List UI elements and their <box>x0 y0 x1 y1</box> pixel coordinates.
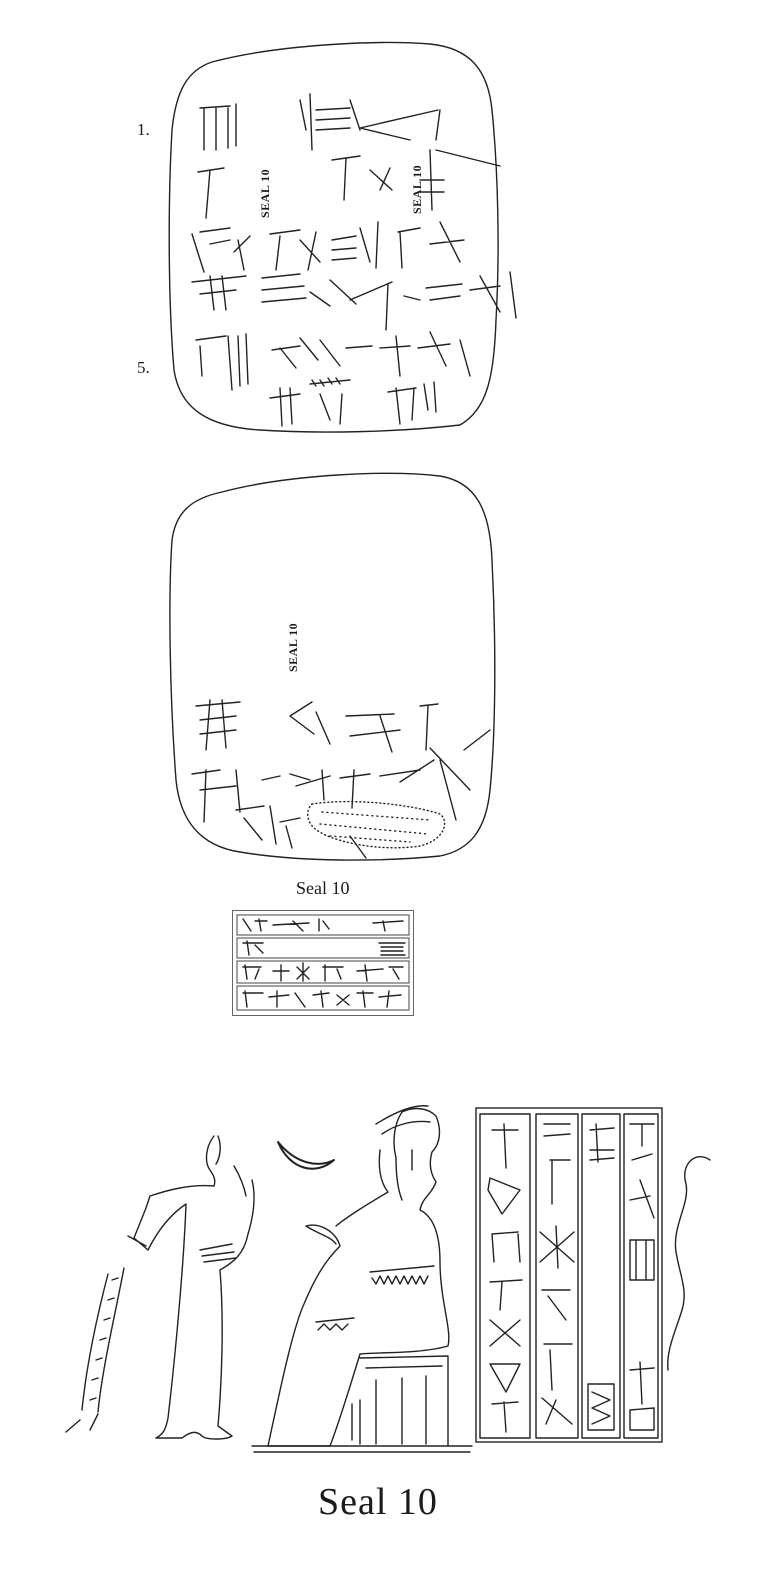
seal-inscription-caption: Seal 10 <box>296 878 350 898</box>
obverse-line-number-1: 1. <box>137 120 150 139</box>
right-edge-figure-fragment <box>668 1157 710 1370</box>
throne-object <box>352 1356 448 1446</box>
reverse-seal-label: SEAL 10 <box>286 622 300 672</box>
crescent-moon-icon <box>278 1142 334 1169</box>
standing-worshipper-figure <box>134 1136 254 1439</box>
staff-object <box>66 1268 124 1432</box>
seated-deity-figure <box>268 1109 449 1446</box>
obverse-seal-label-right: SEAL 10 <box>410 164 424 214</box>
obverse-seal-label-left: SEAL 10 <box>258 168 272 218</box>
obverse-line-number-5: 5. <box>137 358 150 377</box>
scene-inscription-frame <box>476 1108 662 1442</box>
seal-drawing-caption: Seal 10 <box>318 1481 438 1523</box>
